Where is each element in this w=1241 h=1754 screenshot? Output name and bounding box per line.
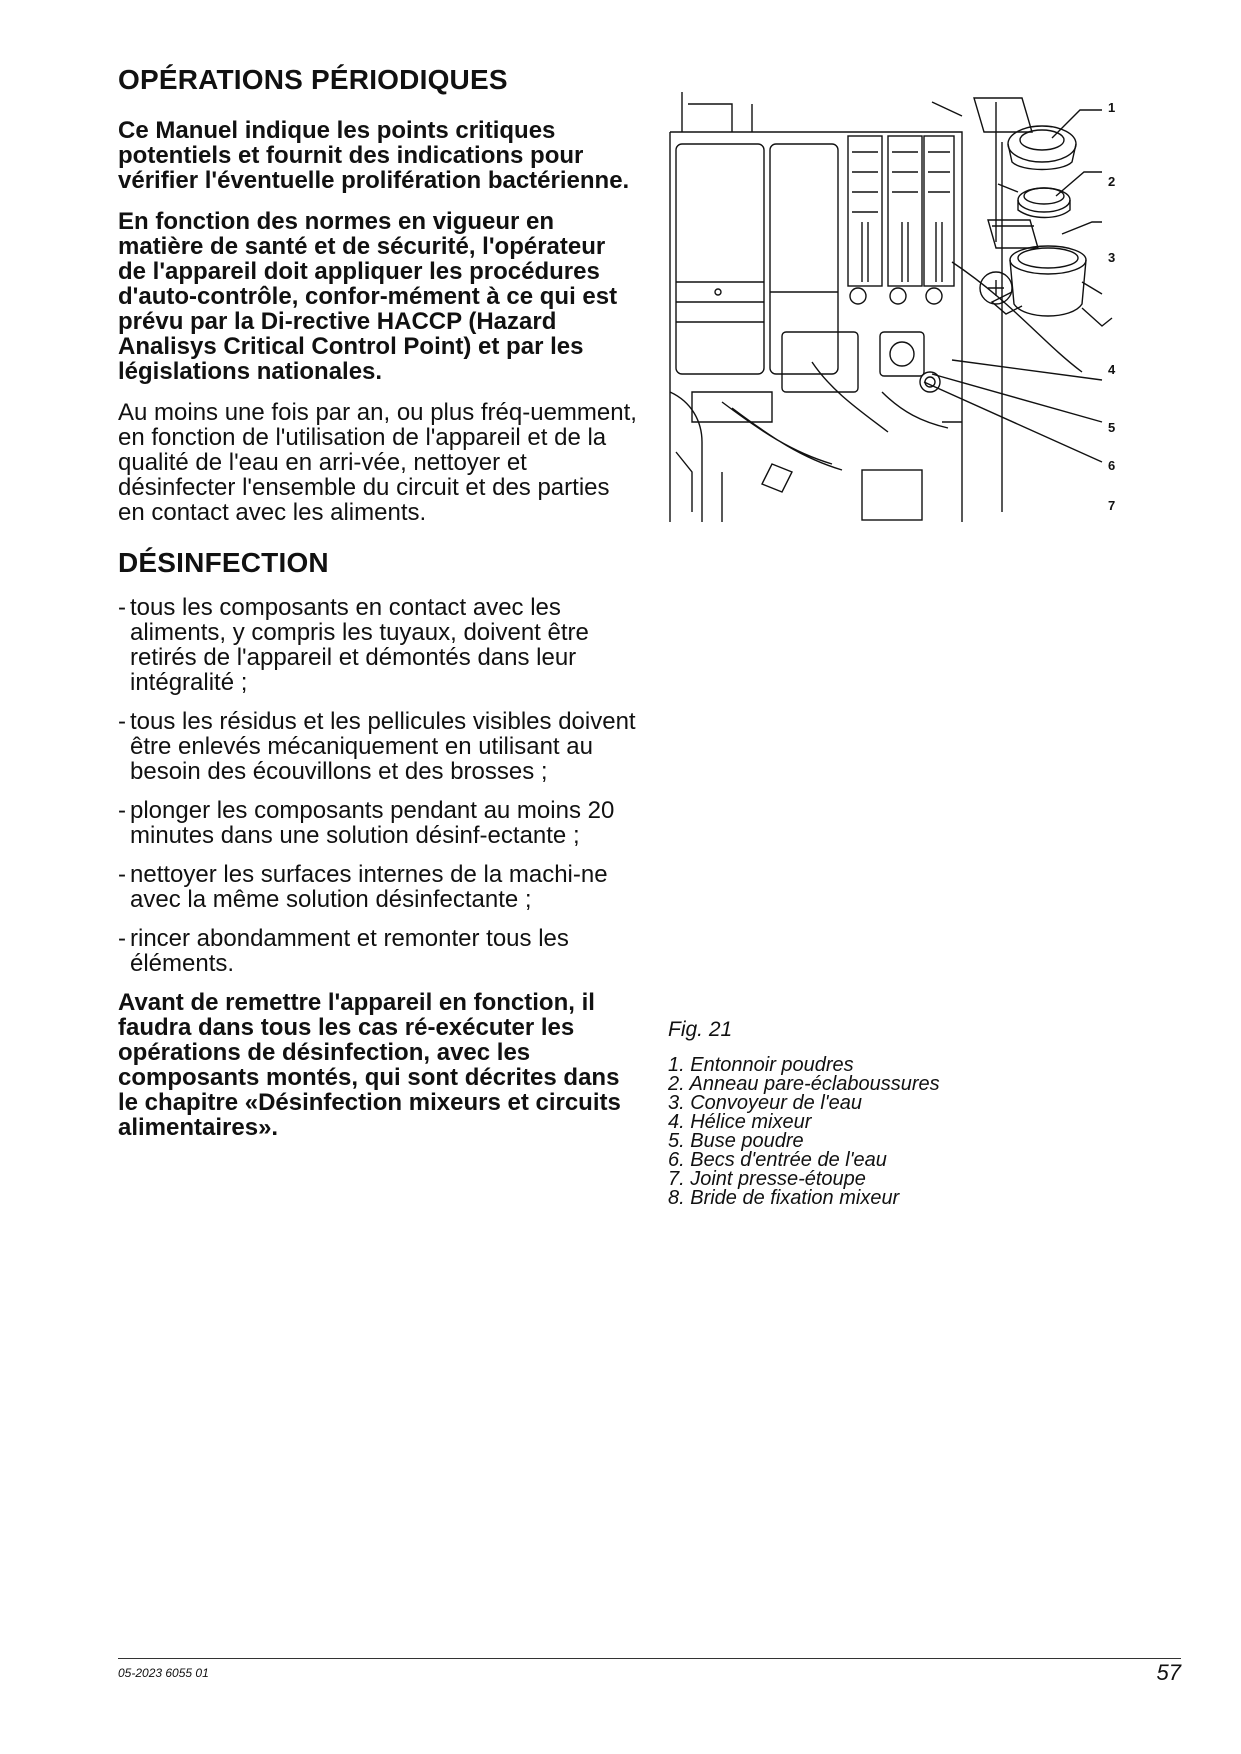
legend-item: 5. Buse poudre xyxy=(668,1130,804,1152)
callout-4: 4 xyxy=(1108,362,1116,377)
section-heading-operations: OPÉRATIONS PÉRIODIQUES xyxy=(118,64,508,95)
legend-item: 7. Joint presse-étoupe xyxy=(668,1168,866,1190)
callout-1: 1 xyxy=(1108,100,1116,115)
disinfection-list xyxy=(118,595,638,976)
list-item: - nettoyer les surfaces internes de la machi-ne avec la même solution désinfectante ; xyxy=(118,861,608,913)
footer-divider xyxy=(118,1658,1181,1659)
list-item: - rincer abondamment et remonter tous les éléments. xyxy=(118,925,569,977)
callout-5: 5 xyxy=(1108,420,1116,435)
callout-3: 3 xyxy=(1108,250,1116,265)
legend-item: 2. Anneau pare-éclaboussures xyxy=(668,1073,940,1095)
legend-item: 3. Convoyeur de l'eau xyxy=(668,1092,862,1114)
callout-2: 2 xyxy=(1108,174,1116,189)
document-code: 05-2023 6055 01 xyxy=(118,1666,209,1680)
list-item: - plonger les composants pendant au moins 20 minutes dans une solution désinf-ectante ; xyxy=(118,797,615,849)
machine-drawing xyxy=(662,92,1132,534)
haccp-paragraph: En fonction des normes en vigueur en matière de santé et de sécurité, l'opérateur de l'appareil doit appliquer les procédures d'auto-contrôle, confor-mément à ce qui est prévu par la Di-rective HACCP (Hazard Analisys Critical Control Point) et par les législations nationales. xyxy=(118,208,618,385)
figure-legend xyxy=(668,1056,940,1208)
page-number: 57 xyxy=(1156,1660,1181,1685)
warning-paragraph: Avant de remettre l'appareil en fonction, il faudra dans tous les cas ré-exécuter les opérations de désinfection, avec les composants montés, qui sont décrites dans le chapitre «Désinfection mixeurs et circuits alimentaires». xyxy=(118,989,621,1141)
intro-paragraph: Ce Manuel indique les points critiques potentiels et fournit des indications pour vérifier l'éventuelle prolifération bactérienne. xyxy=(118,117,630,194)
callout-7: 7 xyxy=(1108,498,1116,513)
main-text-column xyxy=(118,64,638,1156)
figure-caption: Fig. 21 xyxy=(668,1018,733,1041)
callout-6: 6 xyxy=(1108,458,1116,473)
frequency-paragraph: Au moins une fois par an, ou plus fréq-uemment, en fonction de l'utilisation de l'appareil et de la qualité de l'eau en arri-vée, nettoyer et désinfecter l'ensemble du circuit et des parties en contact avec les aliments. xyxy=(118,399,637,526)
list-item: - tous les composants en contact avec les aliments, y compris les tuyaux, doivent être retirés de l'appareil et démontés dans leur intégralité ; xyxy=(118,594,589,696)
legend-item: 1. Entonnoir poudres xyxy=(668,1054,854,1076)
legend-item: 4. Hélice mixeur xyxy=(668,1111,812,1133)
legend-item: 6. Becs d'entrée de l'eau xyxy=(668,1149,887,1171)
figure-column xyxy=(662,92,1132,534)
legend-item: 8. Bride de fixation mixeur xyxy=(668,1187,900,1209)
list-item: - tous les résidus et les pellicules visibles doivent être enlevés mécaniquement en utilisant au besoin des écouvillons et des brosses ; xyxy=(118,708,636,785)
machine-illustration xyxy=(662,92,1132,534)
section-heading-disinfection: DÉSINFECTION xyxy=(118,547,329,578)
